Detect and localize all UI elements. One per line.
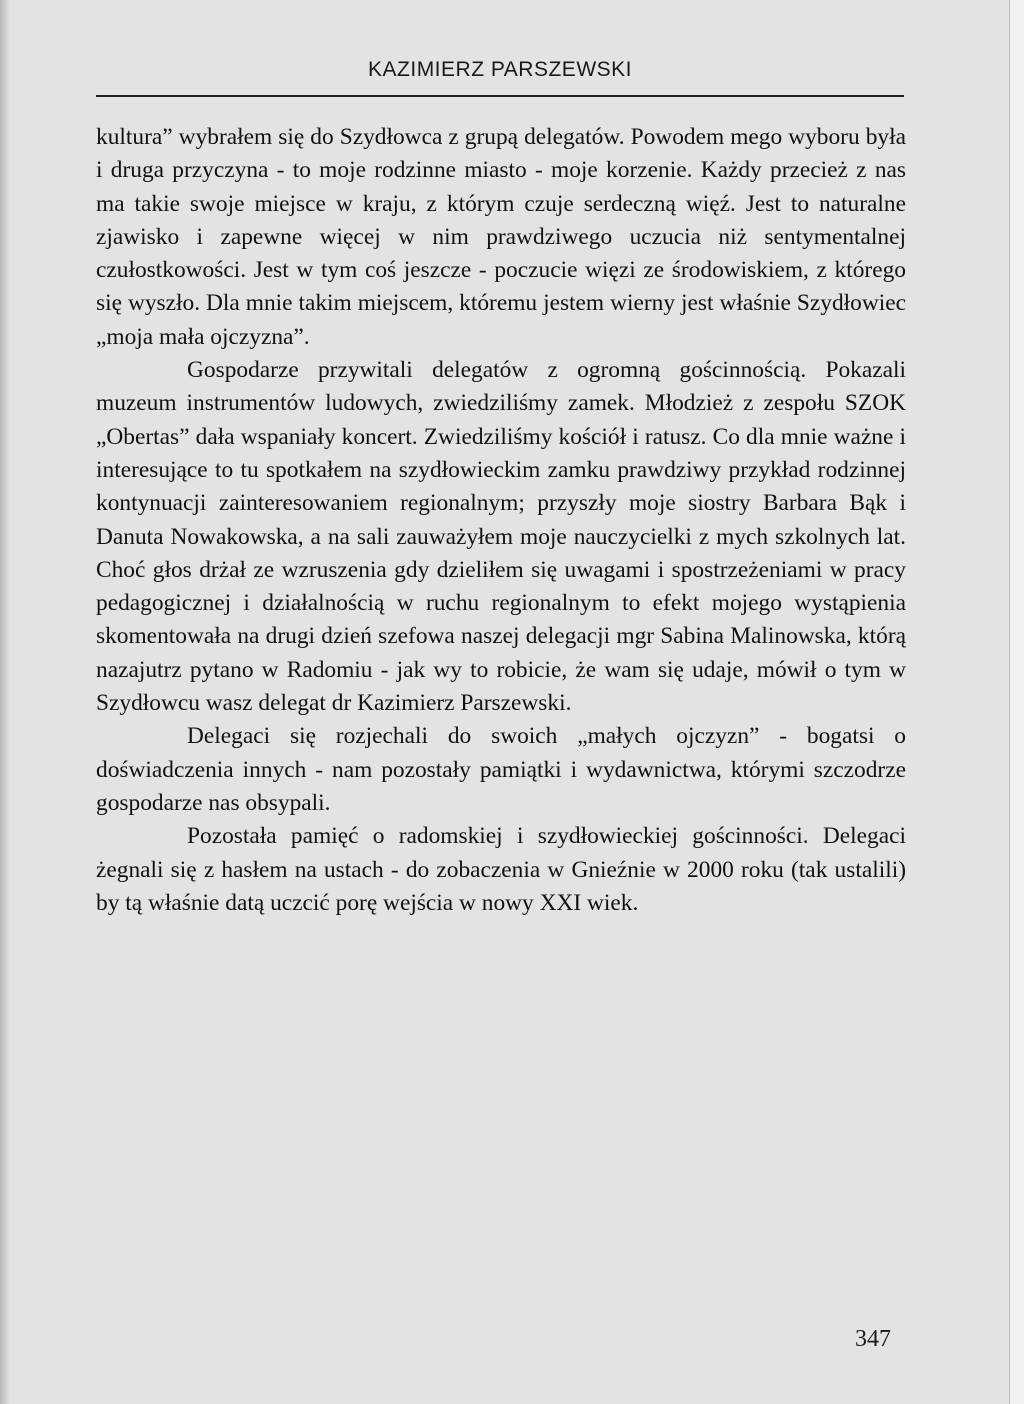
paragraph: Delegaci się rozjechali do swoich „małych ojczyzn” - bogatsi o doświadczenia innych - nam pozostały pamiątki i wydawnictwa, którymi szczodrze gospodarze nas obsypali. xyxy=(96,723,906,816)
page-number: 347 xyxy=(855,1326,891,1352)
body-text xyxy=(96,121,906,920)
running-head: KAZIMIERZ PARSZEWSKI xyxy=(368,58,632,81)
paragraph: Pozostała pamięć o radomskiej i szydłowieckiej gościnności. Delegaci żegnali się z hasłem na ustach - do zobaczenia w Gnieźnie w 2000 roku (tak ustalili) by tą właśnie datą uczcić porę wejścia w nowy XXI wiek. xyxy=(96,823,906,916)
page-edge xyxy=(1009,0,1024,1404)
paragraph: kultura” wybrałem się do Szydłowca z grupą delegatów. Powodem mego wyboru była i druga przyczyna - to moje rodzinne miasto - moje korzenie. Każdy przecież z nas ma takie swoje miejsce w kraju, z którym czuje serdeczną więź. Jest to naturalne zjawisko i zapewne więcej w nim prawdziwego uczucia niż sentymentalnej czułostkowości. Jest w tym coś jeszcze - poczucie więzi ze środowiskiem, z którego się wyszło. Dla mnie takim miejscem, któremu jestem wierny jest właśnie Szydłowiec „moja mała ojczyzna”. xyxy=(96,124,906,350)
binding-shadow xyxy=(0,0,10,1404)
paragraph: Gospodarze przywitali delegatów z ogromną gościnnością. Pokazali muzeum instrumentów ludowych, zwiedziliśmy zamek. Młodzież z zespołu SZOK „Obertas” dała wspaniały koncert. Zwiedziliśmy kościół i ratusz. Co dla mnie ważne i interesujące to tu spotkałem na szydłowieckim zamku prawdziwy przykład rodzinnej kontynuacji zainteresowaniem regionalnym; przyszły moje siostry Barbara Bąk i Danuta Nowakowska, a na sali zauważyłem moje nauczycielki z mych szkolnych lat. Choć głos drżał ze wzruszenia gdy dzieliłem się uwagami i spostrzeżeniami w pracy pedagogicznej i działalnością w ruchu regionalnym to efekt mojego wystąpienia skomentowała na drugi dzień szefowa naszej delegacji mgr Sabina Malinowska, którą nazajutrz pytano w Radomiu - jak wy to robicie, że wam się udaje, mówił o tym w Szydłowcu wasz delegat dr Kazimierz Parszewski. xyxy=(96,357,906,717)
header-rule xyxy=(96,95,904,97)
